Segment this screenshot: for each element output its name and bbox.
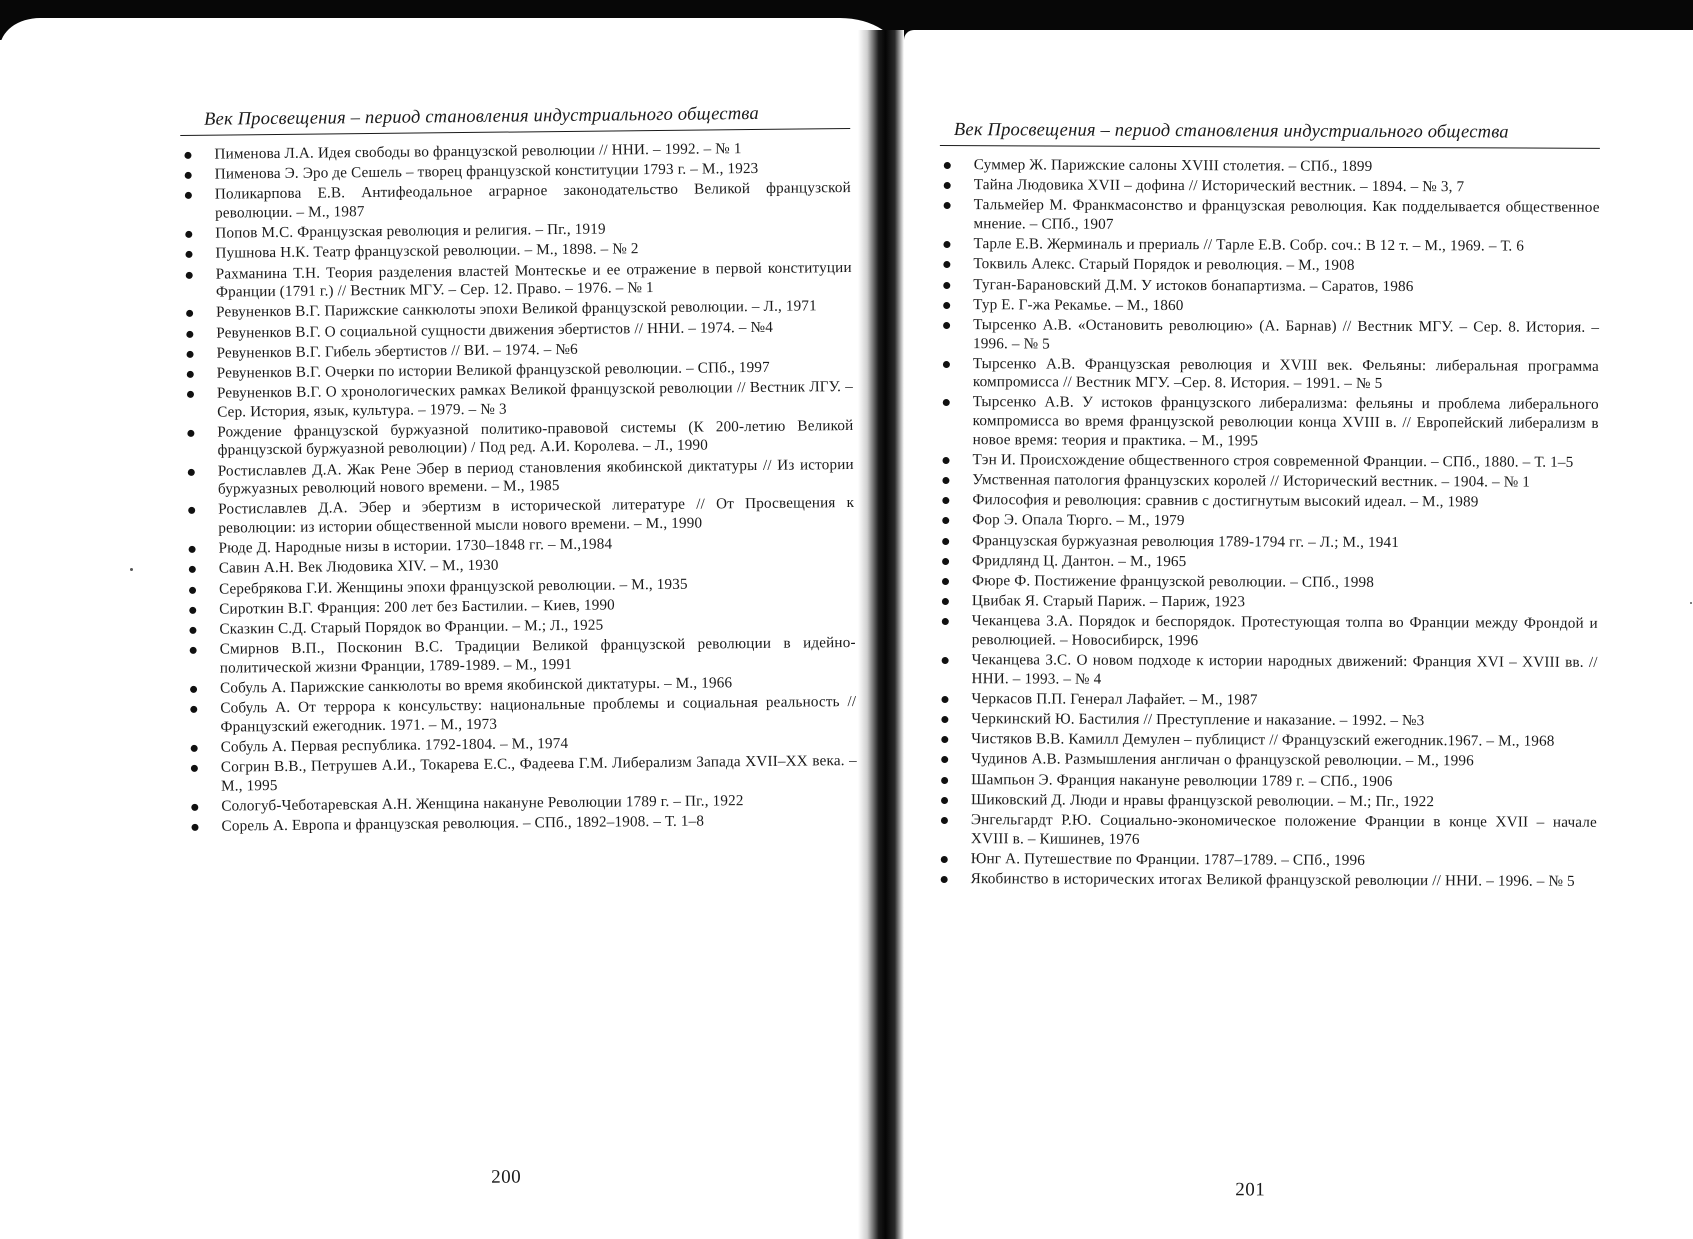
bibliography-entry-text: Тур Е. Г-жа Рекамье. – М., 1860 [973,295,1184,314]
right-page [935,120,1600,1223]
bibliography-entry-text: Философия и революция: сравнив с достигнутым высокий идеал. – М., 1989 [972,491,1479,511]
bibliography-entry-text: Тайна Людовика XVII – дофина // Исторический вестник. – 1894. – № 3, 7 [973,176,1465,196]
bibliography-entry-text: Савин А.Н. Век Людовика XIV. – М., 1930 [218,557,499,577]
bibliography-entry [939,393,1599,452]
bibliography-entry-text: Серебрякова Г.И. Женщины эпохи французской революции. – М., 1935 [218,575,688,598]
bibliography-entry-text: Чудинов А.В. Размышления англичан о французской революции. – М., 1996 [971,750,1474,770]
bibliography-entry-text: Пименова Э. Эро де Сешель – творец французской конституции 1793 г. – М., 1923 [214,160,759,183]
bibliography-entry-text: Якобинство в исторических итогах Великой французской революции // ННИ. – 1996. – № 5 [970,870,1575,890]
bullet-icon [944,162,951,169]
bullet-icon [187,430,194,437]
bibliography-entry-text: Сказкин С.Д. Старый Порядок во Франции. – М.; Л., 1925 [219,616,604,638]
bibliography-entry-text: Собуль А. Первая республика. 1792-1804. – М., 1974 [220,734,569,756]
bibliography-entry-text: Тальмейер М. Франкмасонство и французская революция. Как подделывается общественное мнение. – СПб., 1907 [973,196,1600,233]
bullet-icon [941,797,948,804]
bibliography-entry [939,316,1599,356]
bullet-icon [188,468,195,475]
bibliography-entry-text: Сироткин В.Г. Франция: 200 лет без Бастилии. – Киев, 1990 [219,596,615,618]
bullet-icon [186,330,193,337]
bibliography-entry-text: Французская буржуазная революция 1789-1794 гг. – Л.; М., 1941 [972,531,1400,551]
page-number: 200 [491,1166,522,1188]
bibliography-entry-text: Юнг А. Путешествие по Франции. 1787–1789. – СПб., 1996 [970,849,1366,869]
bullet-icon [941,856,948,863]
bibliography-entry [938,572,1598,593]
bibliography-entry [940,196,1600,236]
bibliography-entry [940,176,1600,197]
bibliography-entry [939,355,1599,395]
bibliography-entry-text: Ревуненков В.Г. Парижские санкюлоты эпохи Великой французской революции. – Л., 1971 [216,297,817,321]
bibliography-entry-text: Энгельгардт Р.Ю. Социально-экономическое положение Франции в конце XVII – начале XVIII в. – Кишинев, 1976 [970,811,1597,848]
bibliography-entry-text: Пушнова Н.К. Театр французской революции. – М., 1898. – № 2 [215,240,639,262]
scan-speck [1690,602,1692,604]
bibliography-entry-text: Фридлянд Ц. Дантон. – М., 1965 [972,551,1187,570]
bibliography-entry-text: Тэн И. Происхождение общественного строя современной Франции. – СПб., 1880. – Т. 1–5 [972,450,1574,471]
bibliography-entry-text: Шампьон Э. Франция накануне революции 1789 г. – СПб., 1906 [971,770,1393,790]
bibliography-entry-text: Рахманина Т.Н. Теория разделения властей Монтескье и ее отражение в первой конституции Франции (1791 г.) // Вестник МГУ. – Сер. 12. Право. – 1976. – № 1 [215,258,852,301]
bibliography-entry [938,511,1598,532]
bibliography-entry-text: Черкасов П.П. Генерал Лафайет. – М., 1987 [971,690,1258,709]
bibliography-entry-text: Шиковский Д. Люди и нравы французской революции. – М.; Пг., 1922 [970,790,1435,811]
bibliography-entry [184,456,854,500]
bibliography-entry-text: Ревуненков В.Г. Гибель эбертистов // ВИ. – 1974. – №6 [216,340,578,362]
bibliography-list [937,156,1600,891]
bullet-icon [941,876,948,883]
bibliography-entry-text: Ростиславлев Д.А. Эбер и эбертизм в исторической литературе // От Просвещения к революции: из истории общественной мысли нового времени. – М., 1990 [218,494,855,537]
bibliography-entry [183,378,853,422]
running-head: Век Просвещения – период становления индустриального общества [940,120,1600,149]
bibliography-entry [938,612,1598,652]
book-gutter [858,30,904,1239]
bullet-icon [184,152,191,159]
bibliography-entry-text: Сорель А. Европа и французская революция. – СПб., 1892–1908. – Т. 1–8 [221,812,705,835]
bullet-icon [943,302,950,309]
bullet-icon [943,261,950,268]
bullet-icon [941,777,948,784]
bullet-icon [187,371,194,378]
bibliography-entry-text: Фор Э. Опала Тюрго. – М., 1979 [972,511,1185,530]
bullet-icon [191,745,198,752]
bibliography-entry [938,451,1598,472]
running-head: Век Просвещения – период становления индустриального общества [180,103,850,136]
bullet-icon [942,558,949,565]
bibliography-entry [937,811,1597,851]
bibliography-entry-text: Ревуненков В.Г. О хронологических рамках Великой французской революции // Вестник ЛГУ. – Сер. История, язык, культура. – 1979. – № 3 [216,378,854,421]
bullet-icon [942,517,949,524]
bullet-icon [189,566,196,573]
bibliography-entry [938,532,1598,553]
bibliography-entry [939,296,1599,317]
page-number: 201 [1235,1179,1266,1201]
bullet-icon [942,497,949,504]
bibliography-entry [937,850,1597,871]
bibliography-entry-text: Сологуб-Чеботаревская А.Н. Женщина накануне Революции 1789 г. – Пг., 1922 [221,791,744,815]
bibliography-entry [938,552,1598,573]
bibliography-entry [937,690,1597,711]
bullet-icon [942,538,949,545]
bibliography-entry [186,693,856,737]
bullet-icon [944,182,951,189]
left-page [180,103,862,1220]
bullet-icon [943,241,950,248]
bibliography-entry-text: Умственная патология французских королей // Исторический вестник. – 1904. – № 1 [972,471,1531,491]
bullet-icon [190,706,197,713]
right-page-top-edge [904,30,1693,90]
bullet-icon [185,231,192,238]
bibliography-entry-text: Собуль А. Парижские санкюлоты во время якобинской диктатуры. – М., 1966 [219,674,733,697]
bibliography-entry-text: Цвибак Я. Старый Париж. – Париж, 1923 [971,592,1246,611]
bibliography-entry-text: Рождение французской буржуазной политико-правовой системы (К 200-летию Великой французской буржуазной революции) / Под ред. А.И. Королева. – Л., 1990 [217,416,854,460]
bibliography-entry [939,235,1599,256]
bibliography-entry-text: Суммер Ж. Парижские салоны XVIII столетия. – СПб., 1899 [973,156,1373,175]
bibliography-entry-text: Собуль А. От террора к консульству: национальные проблемы и социальная реальность // Французский ежегодник. 1971. – М., 1973 [220,693,857,736]
bibliography-entry-text: Попов М.С. Французская революция и религия. – Пг., 1919 [215,220,606,242]
bullet-icon [943,361,950,368]
bibliography-entry-text: Чеканцева З.А. Порядок и беспорядок. Протестующая толпа во Франции между Фрондой и революцией. – Новосибирск, 1996 [971,612,1598,650]
bullet-icon [941,817,948,824]
bullet-icon [944,202,951,209]
bibliography-entry-text: Поликарпова Е.В. Антифеодальное аграрное законодательство Великой французской революции. – М., 1987 [214,179,851,222]
bullet-icon [190,647,197,654]
bibliography-entry [937,750,1597,771]
bullet-icon [191,804,198,811]
bullet-icon [188,507,195,514]
bibliography-entry-text: Чистяков В.В. Камилл Демулен – публицист // Французский ежегодник.1967. – М., 1968 [971,730,1555,750]
bullet-icon [189,586,196,593]
bibliography-entry-text: Ревуненков В.Г. О социальной сущности движения эбертистов // ННИ. – 1974. – №4 [216,318,774,342]
bibliography-entry [938,471,1598,492]
bullet-icon [942,598,949,605]
bullet-icon [189,627,196,634]
bibliography-entry [937,870,1597,891]
bibliography-entry-text: Пименова Л.А. Идея свободы во французской революции // ННИ. – 1992. – № 1 [214,140,742,163]
bibliography-entry [187,752,857,796]
bullet-icon [189,607,196,614]
bibliography-entry-text: Туган-Барановский Д.М. У истоков бонапартизма. – Саратов, 1986 [973,275,1414,295]
bibliography-entry [184,494,854,538]
bullet-icon [187,351,194,358]
bibliography-entry-text: Ревуненков В.Г. Очерки по истории Великой французской революции. – СПб., 1997 [216,358,770,382]
bullet-icon [189,546,196,553]
bullet-icon [942,457,949,464]
bullet-icon [942,578,949,585]
bullet-icon [941,696,948,703]
bibliography-entry [940,156,1600,177]
bibliography-entry [939,276,1599,297]
bibliography-entry-text: Ростиславлев Д.А. Жак Рене Эбер в период становления якобинской диктатуры // Из истории буржуазных революций нового времени. – М., 1985 [217,455,854,498]
scan-speck [130,568,133,571]
bibliography-entry [181,179,851,223]
bullet-icon [190,686,197,693]
bibliography-entry [938,651,1598,691]
bullet-icon [941,716,948,723]
bibliography-entry [186,634,856,678]
bullet-icon [941,756,948,763]
bibliography-entry-text: Черкинский Ю. Бастилия // Преступление и наказание. – 1992. – №3 [971,710,1425,730]
bullet-icon [943,322,950,329]
bibliography-entry [938,491,1598,512]
bullet-icon [186,310,193,317]
bullet-icon [942,657,949,664]
bullet-icon [185,172,192,179]
bibliography-entry-text: Тырсенко А.В. «Остановить революцию» (А. Барнав) // Вестник МГУ. – Сер. 8. История. – 1996. – № 5 [972,316,1600,352]
bibliography-entry-text: Чеканцева З.С. О новом подходе к истории народных движений: Франция XVI – XVIII вв. // ННИ. – 1993. – № 4 [971,651,1598,688]
bullet-icon [942,477,949,484]
bibliography-entry-text: Тырсенко А.В. Французская революция и XVIII век. Фельяны: либеральная программа компромисса // Вестник МГУ. –Сер. 8. История. – 1991. – № 5 [972,354,1599,393]
bibliography-entry-text: Тарле Е.В. Жерминаль и прериаль // Тарле Е.В. Собр. соч.: В 12 т. – М., 1969. – Т. 6 [973,235,1525,255]
bibliography-entry-text: Токвиль Алекс. Старый Порядок и революция. – М., 1908 [973,255,1355,275]
bullet-icon [191,824,198,831]
bibliography-entry [182,259,852,303]
bullet-icon [942,618,949,625]
bullet-icon [187,391,194,398]
bibliography-entry-text: Рюде Д. Народные низы в истории. 1730–1848 гг. – М.,1984 [218,535,613,557]
bullet-icon [191,765,198,772]
bibliography-entry-text: Согрин В.В., Петрушев А.И., Токарева Е.С., Фадеева Г.М. Либерализм Запада XVII–XX века. – М., 1995 [220,752,857,795]
bibliography-entry [937,771,1597,792]
bibliography-entry [937,710,1597,731]
bibliography-entry [183,417,853,461]
bullet-icon [943,399,950,406]
bullet-icon [185,192,192,199]
left-page-top-edge [0,18,900,78]
bibliography-entry-text: Смирнов В.П., Посконин В.С. Традиции Великой французской революции в идейно-политической жизни Франции, 1789-1989. – М., 1991 [219,634,856,677]
bibliography-entry-text: Фюре Ф. Постижение французской революции. – СПб., 1998 [971,572,1375,591]
bullet-icon [186,271,193,278]
bibliography-entry [938,592,1598,613]
bibliography-entry [937,730,1597,751]
bibliography-list [180,139,857,837]
bullet-icon [941,736,948,743]
bullet-icon [943,282,950,289]
bibliography-entry [937,791,1597,812]
bullet-icon [185,251,192,258]
bibliography-entry [939,255,1599,276]
bibliography-entry-text: Тырсенко А.В. У истоков французского либерализма: фельяны и проблема либерального компромисса во время французской революции конца XVIII в. // Европейский либерализм в новое время: теория и практика. – М., 1995 [972,393,1599,450]
